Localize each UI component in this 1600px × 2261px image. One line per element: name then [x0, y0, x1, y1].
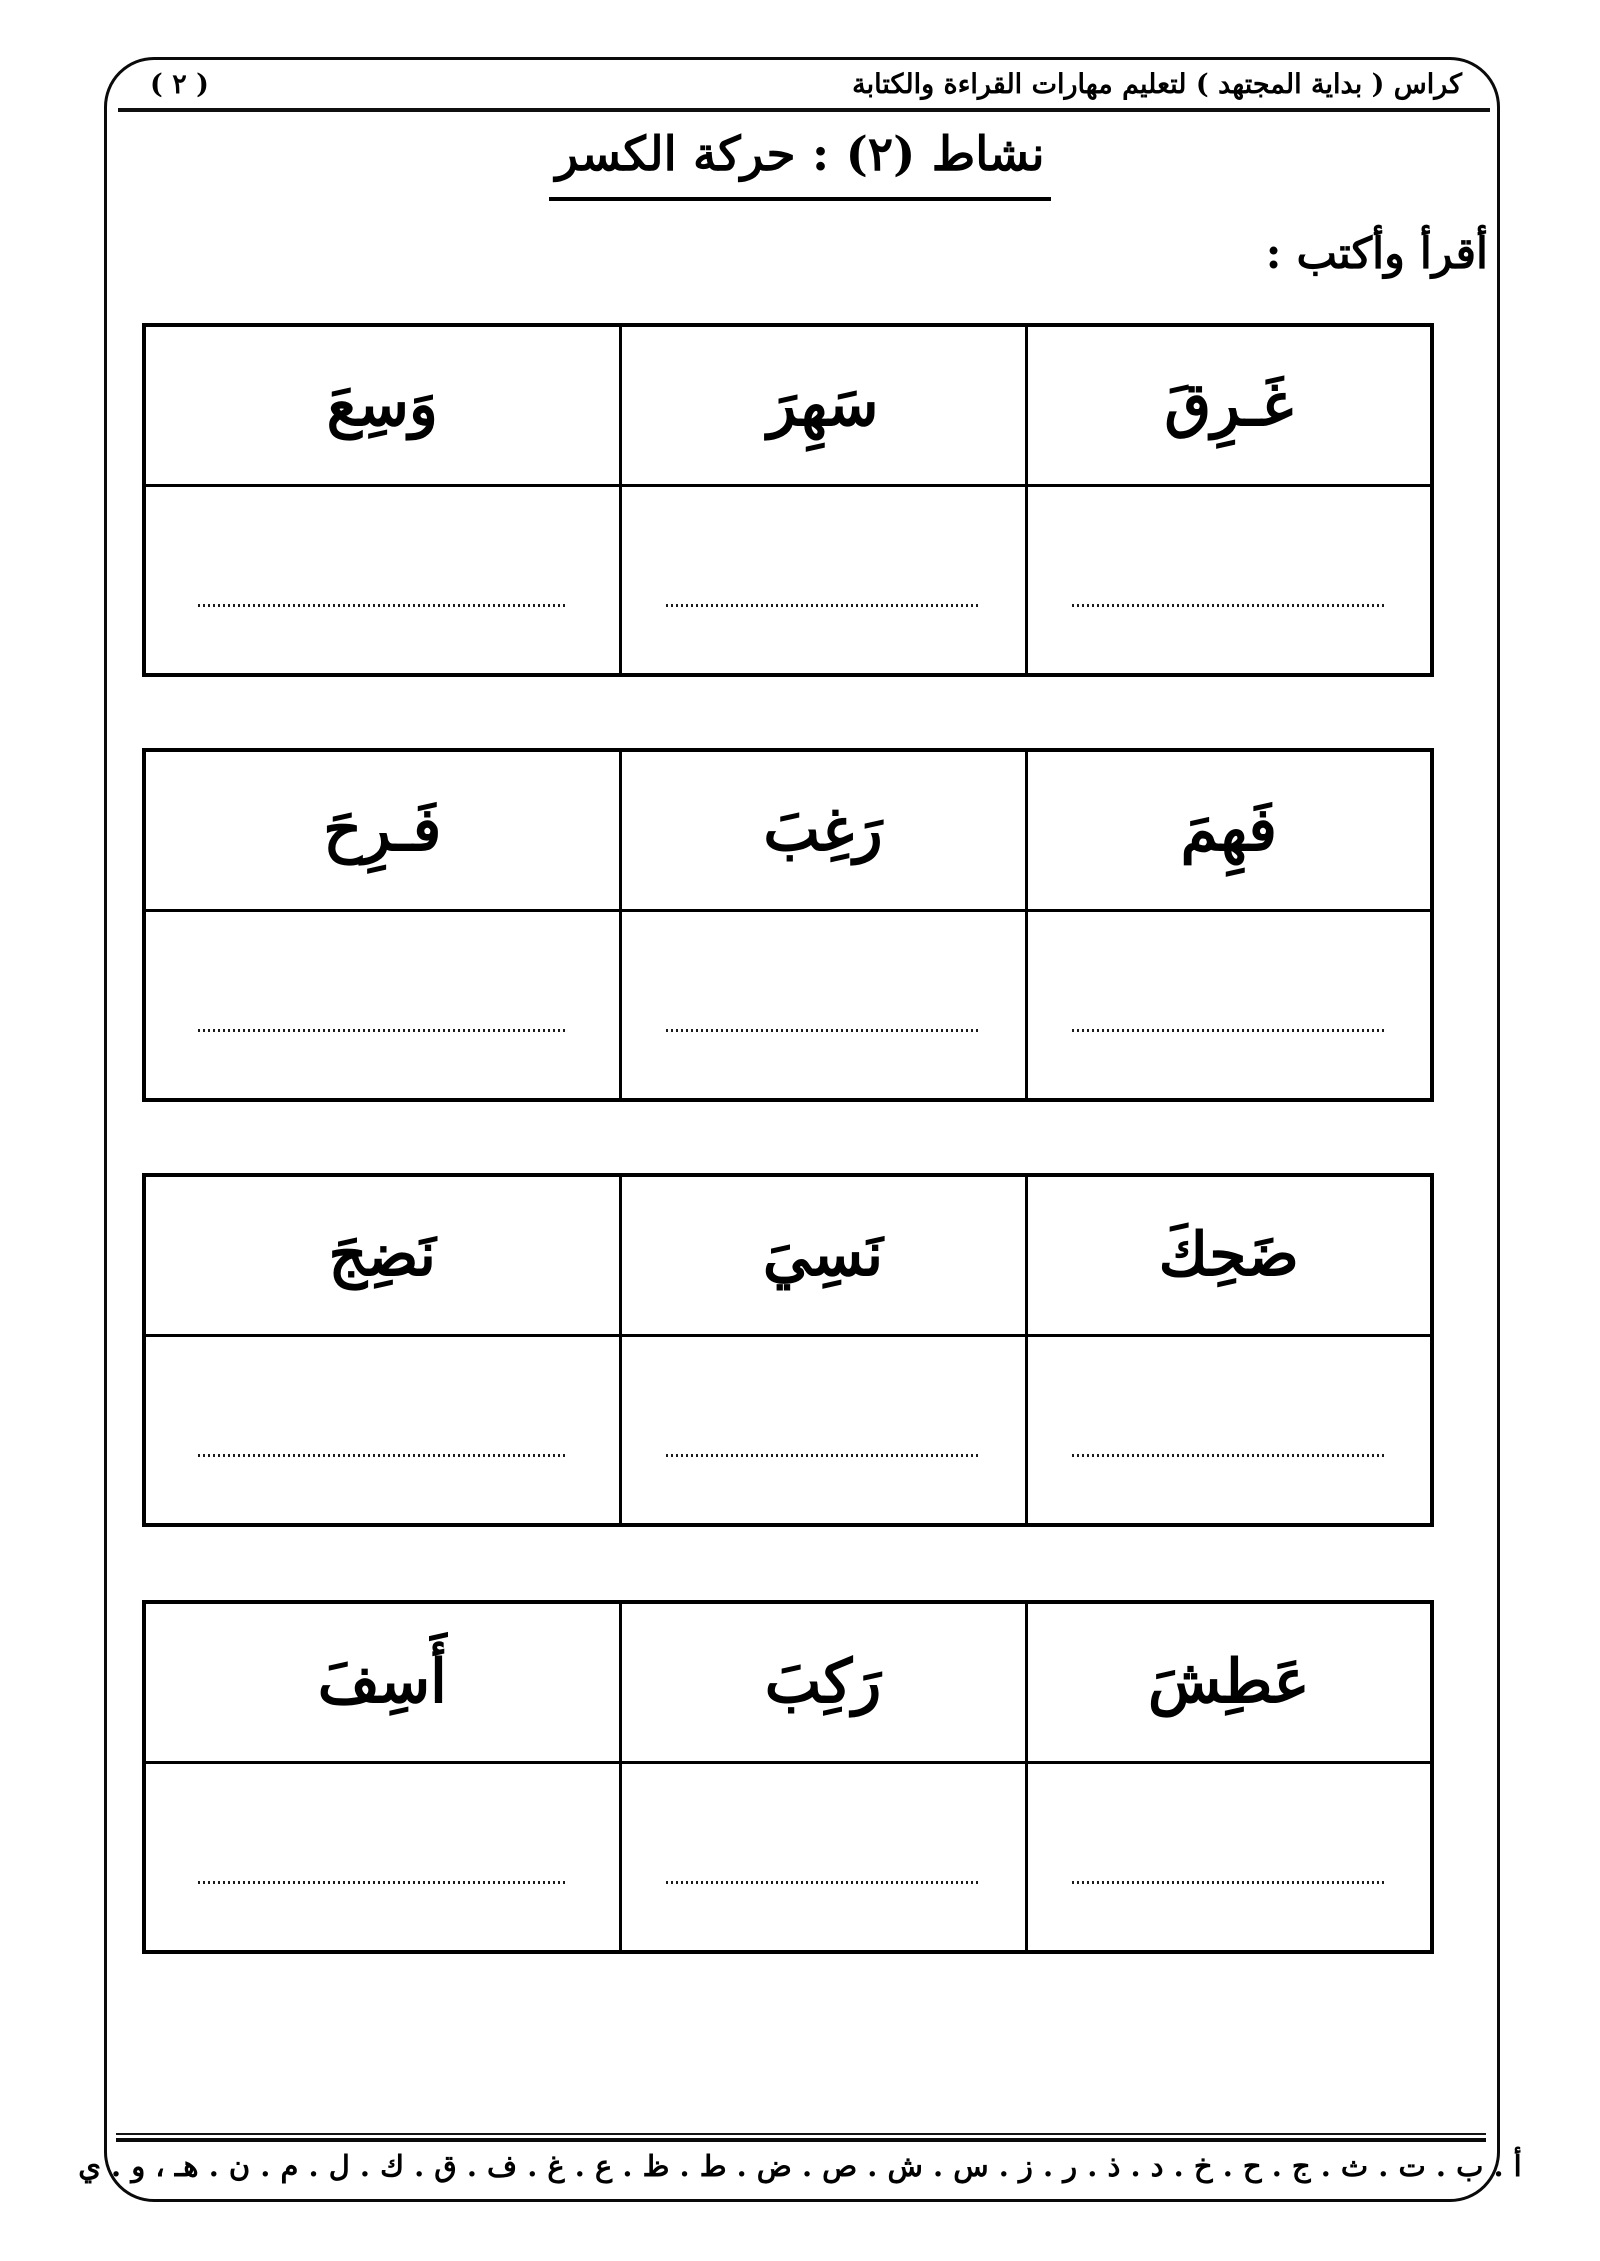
header-page-number: ( ٢ ): [150, 68, 209, 100]
word-cell: عَطِشَ: [1026, 1602, 1432, 1762]
footer-divider-thin: [116, 2133, 1486, 2135]
writing-dotted-line: [198, 1881, 567, 1884]
writing-dotted-line: [666, 1454, 980, 1457]
word-cell: فَهِمَ: [1026, 750, 1432, 910]
writing-dotted-line: [1072, 1881, 1386, 1884]
word-cell: نَضِجَ: [144, 1175, 620, 1335]
activity-title-wrap: [0, 120, 1600, 201]
writing-dotted-line: [1072, 1029, 1386, 1032]
writing-cell[interactable]: [144, 1335, 620, 1525]
word-table-4: [142, 1600, 1434, 1954]
word-table-1: [142, 323, 1434, 677]
header-divider-line: [118, 108, 1490, 112]
writing-cell[interactable]: [620, 1335, 1026, 1525]
writing-cell[interactable]: [1026, 1762, 1432, 1952]
word-cell: وَسِعَ: [144, 325, 620, 485]
footer-divider-thick: [116, 2138, 1486, 2142]
word-cell: غَـرِقَ: [1026, 325, 1432, 485]
writing-cell[interactable]: [1026, 485, 1432, 675]
writing-cell[interactable]: [144, 485, 620, 675]
word-table-2: [142, 748, 1434, 1102]
writing-cell[interactable]: [620, 910, 1026, 1100]
writing-dotted-line: [198, 1029, 567, 1032]
word-table-3: [142, 1173, 1434, 1527]
word-cell: رَغِبَ: [620, 750, 1026, 910]
writing-dotted-line: [1072, 1454, 1386, 1457]
word-cell: فَـرِحَ: [144, 750, 620, 910]
word-cell: ضَحِكَ: [1026, 1175, 1432, 1335]
instruction-text: أقرأ وأكتب :: [1265, 229, 1488, 279]
writing-cell[interactable]: [1026, 910, 1432, 1100]
header-booklet-title: كراس ( بداية المجتهد ) لتعليم مهارات القراءة والكتابة: [852, 68, 1462, 100]
footer-alphabet-line: أ . ب . ت . ث . ج . ح . خ . د . ذ . ر . ز . س . ش . ص . ض . ط . ظ . ع . غ . ف . ق . ك . ل . م . ن . هـ ، و . ي: [78, 2149, 1522, 2183]
writing-cell[interactable]: [620, 1762, 1026, 1952]
writing-dotted-line: [198, 604, 567, 607]
writing-cell[interactable]: [620, 485, 1026, 675]
word-cell: رَكِبَ: [620, 1602, 1026, 1762]
writing-cell[interactable]: [144, 1762, 620, 1952]
writing-dotted-line: [666, 1029, 980, 1032]
writing-dotted-line: [666, 604, 980, 607]
activity-title: نشاط (٢) : حركة الكسر: [549, 120, 1050, 201]
word-cell: سَهِرَ: [620, 325, 1026, 485]
writing-dotted-line: [666, 1881, 980, 1884]
page-header: [150, 62, 1462, 106]
word-cell: نَسِيَ: [620, 1175, 1026, 1335]
word-cell: أَسِفَ: [144, 1602, 620, 1762]
writing-cell[interactable]: [144, 910, 620, 1100]
writing-dotted-line: [198, 1454, 567, 1457]
writing-cell[interactable]: [1026, 1335, 1432, 1525]
writing-dotted-line: [1072, 604, 1386, 607]
